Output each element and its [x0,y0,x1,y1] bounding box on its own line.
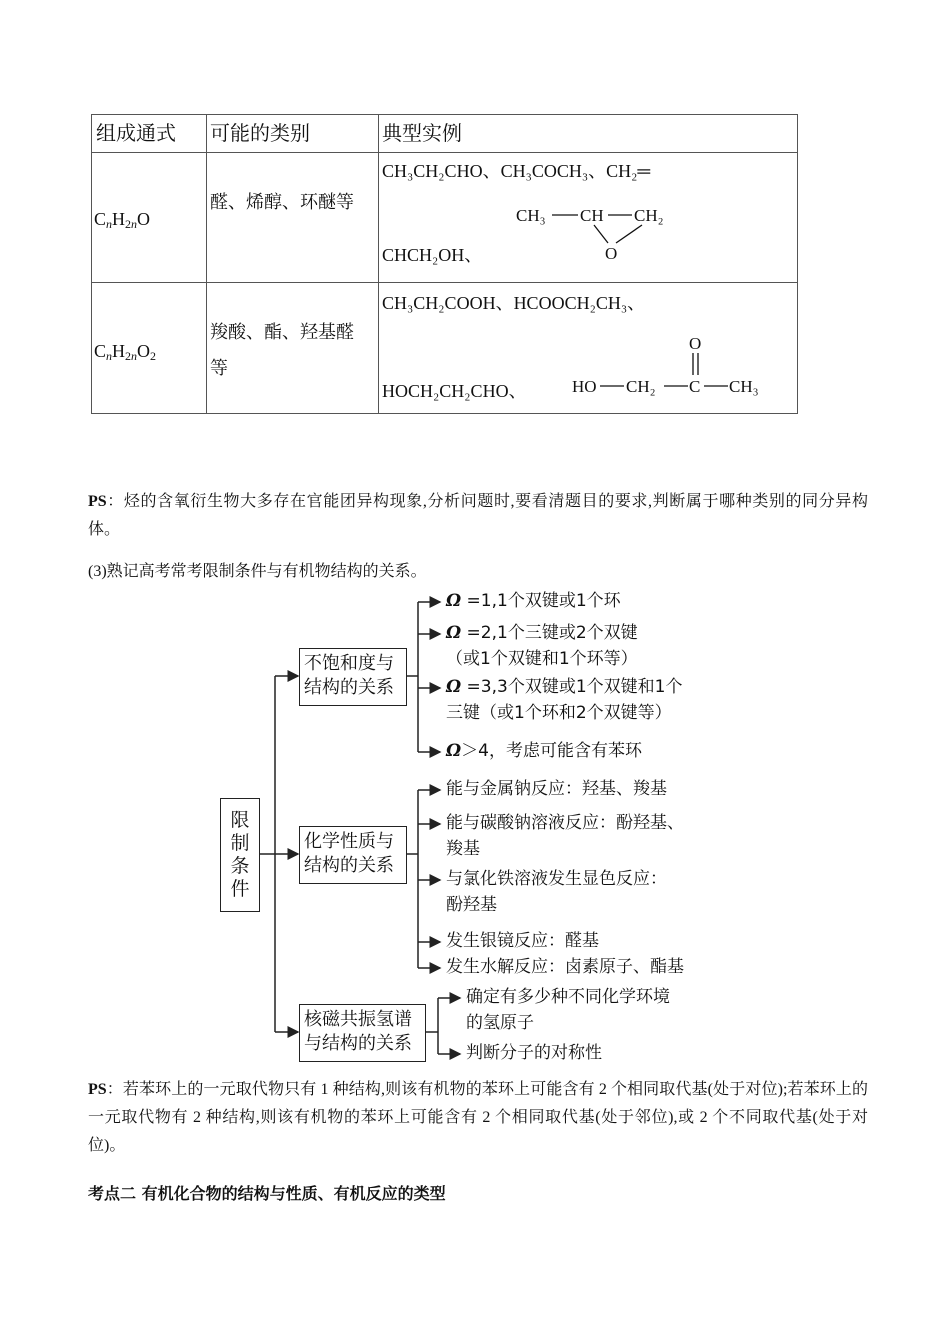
svg-text:CH₂: CH₂ [634,206,664,225]
unsat-item-1: Ω =1,1个双键或1个环 [446,591,621,611]
svg-text:C: C [689,377,701,396]
row1-examples-line1: CH₃CH₂CHO、CH₃COCH₃、CH₂═ [382,161,651,181]
unsat-item-3: Ω =3,3个双键或1个双键和1个 [446,677,683,697]
header-formula: 组成通式 [96,121,176,145]
chem-item-3b: 酚羟基 [446,895,497,915]
ps-note-1: PS：烃的含氧衍生物大多存在官能团异构现象,分析问题时,要看清题目的要求,判断属于哪种类别的同分异构体。 [88,493,868,538]
svg-text:HO: HO [572,377,597,396]
branch-nmr-box: 核磁共振氢谱与结构的关系 [299,1004,426,1062]
row1-examples-line2: CHCH₂OH、 [382,245,483,265]
nmr-item-2: 判断分子的对称性 [466,1043,602,1063]
nmr-item-1b: 的氢原子 [466,1013,534,1033]
section-title: 考点二 有机化合物的结构与性质、有机反应的类型 [88,1184,446,1203]
branch-unsaturation-box: 不饱和度与结构的关系 [299,648,407,706]
header-example: 典型实例 [382,121,462,145]
chem-item-1: 能与金属钠反应：羟基、羧基 [446,779,667,799]
svg-text:CH₃: CH₃ [729,377,759,396]
unsat-item-2: Ω =2,1个三键或2个双键 [446,623,638,643]
hydroxy-ketone-structure [568,331,788,401]
nmr-item-1: 确定有多少种不同化学环境 [466,987,670,1007]
row1-categories: 醛、烯醇、环醚等 [210,192,354,213]
chem-item-2: 能与碳酸钠溶液反应：酚羟基、 [446,813,684,833]
chem-item-2b: 羧基 [446,839,480,859]
root-restriction-box: 限制条件 [220,798,260,912]
chem-item-3: 与氯化铁溶液发生显色反应： [446,869,667,889]
header-category: 可能的类别 [210,121,310,145]
unsat-item-4: Ω＞4，考虑可能含有苯环 [446,741,642,761]
row2-examples-line2: HOCH₂CH₂CHO、 [382,381,527,401]
branch-chemical-property-box: 化学性质与结构的关系 [299,826,407,884]
svg-text:O: O [605,244,618,263]
chem-item-5: 发生水解反应：卤素原子、酯基 [446,957,684,977]
svg-text:CH: CH [580,206,604,225]
row2-general-formula: $C_nH_{2n}O_2$ [94,341,157,363]
unsat-item-3b: 三键（或1个环和2个双键等） [446,703,672,723]
chem-item-4: 发生银镜反应：醛基 [446,931,599,951]
row1-general-formula: $C_nH_{2n}O$ [94,209,151,231]
ps-note-2: PS：若苯环上的一元取代物只有 1 种结构,则该有机物的苯环上可能含有 2 个相同取代基(处于对位);若苯环上的一元取代物有 2 种结构,则该有机物的苯环上可能含有 2 个相同取代基(处于邻位),或 2 个不同取代基(处于对位)。 [88,1081,868,1154]
svg-text:O: O [689,334,702,353]
row2-categories: 羧酸、酯、羟基醛等 [210,322,354,379]
isomer-table [91,114,798,414]
svg-text:CH₃: CH₃ [516,206,546,225]
unsat-item-2b: （或1个双键和1个环等） [446,649,638,669]
point-3: (3)熟记高考常考限制条件与有机物结构的关系。 [88,563,427,580]
epoxide-structure [512,199,682,265]
svg-text:CH₂: CH₂ [626,377,656,396]
row2-examples-line1: CH₃CH₂COOH、HCOOCH₂CH₃、 [382,293,646,313]
